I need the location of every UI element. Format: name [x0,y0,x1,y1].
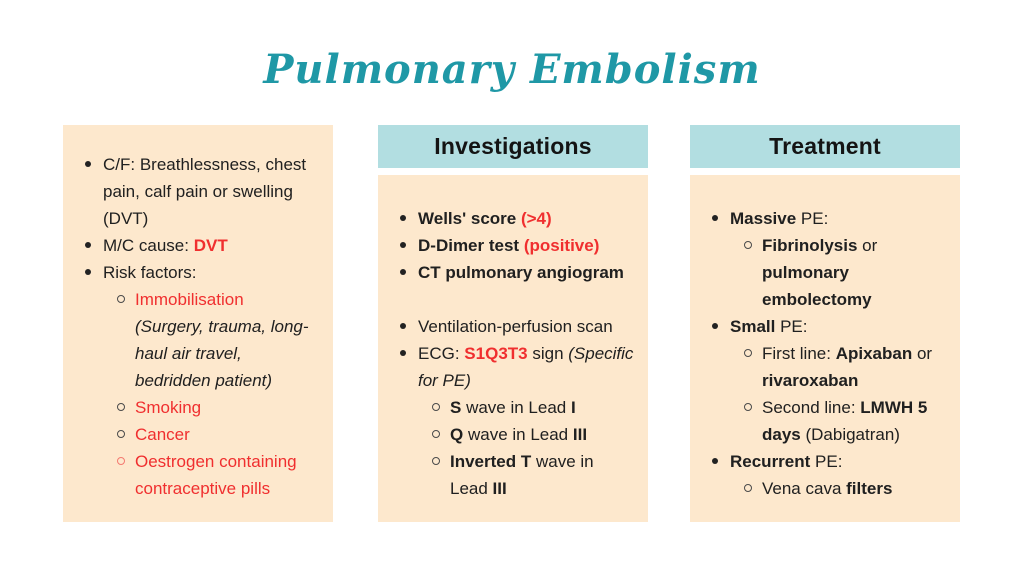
sub-list-item [378,394,648,421]
text-segment: Recurrent [730,452,811,471]
list-item-text [135,421,321,448]
investigations-list [378,175,648,502]
circle-bullet-icon [432,403,450,411]
text-segment: CT pulmonary angiogram [418,263,624,282]
text-segment: S1Q3T3 [464,344,528,363]
text-segment: Second line: [762,398,861,417]
text-segment: PE: [796,209,829,228]
text-segment: I [570,398,576,417]
list-item-text [103,232,321,259]
disc-bullet-icon [400,269,418,275]
disc-bullet-icon [85,161,103,167]
disc-bullet-icon [712,458,730,464]
circle-bullet-icon [744,349,762,357]
text-segment: DVT [193,236,228,255]
list-item-text [418,232,636,259]
disc-bullet-icon [85,242,103,248]
text-segment: Inverted T [450,452,532,471]
list-item [378,232,648,259]
list-item [63,259,333,286]
text-segment: Apixaban [835,344,913,363]
sub-list-item [378,448,648,502]
disc-bullet-icon [400,242,418,248]
text-segment: wave in Lead [450,452,599,498]
list-item [690,205,960,232]
text-segment: PE: [775,317,808,336]
line-spacer [378,286,648,313]
text-segment: (>4) [520,209,552,228]
text-segment: Ventilation-perfusion scan [418,317,613,336]
list-item-text [730,205,948,232]
circle-bullet-icon [432,457,450,465]
sub-list-item [63,394,333,421]
text-segment: pulmonary embolectomy [762,263,872,309]
list-item-text [418,313,636,340]
circle-bullet-icon [744,241,762,249]
page-title: Pulmonary Embolism [263,46,761,93]
disc-bullet-icon [712,323,730,329]
investigations-panel [378,175,648,522]
text-segment: Wells' score [418,209,521,228]
circle-bullet-icon [744,484,762,492]
circle-bullet-icon [117,457,135,465]
sub-list-item [690,232,960,313]
list-item-text [103,151,321,232]
circle-bullet-icon [432,430,450,438]
treatment-panel [690,175,960,522]
list-item-text [135,448,321,502]
disc-bullet-icon [400,215,418,221]
list-item [63,151,333,232]
list-item [378,205,648,232]
text-segment: or [857,236,882,255]
sub-list-item [690,340,960,394]
investigations-header [378,125,648,168]
text-segment: wave in Lead [463,425,573,444]
sub-list-item [378,421,648,448]
sub-list-item [63,448,333,502]
list-item [378,340,648,394]
disc-bullet-icon [400,350,418,356]
text-segment: First line: [762,344,836,363]
text-segment: Small [730,317,776,336]
list-item-text [730,313,948,340]
treatment-header-label: Treatment [769,133,881,159]
list-item-text [450,394,636,421]
disc-bullet-icon [400,323,418,329]
clinical-features-list [63,125,333,502]
text-segment: Q [450,425,464,444]
text-segment: Immobilisation [135,290,244,309]
circle-bullet-icon [117,403,135,411]
text-segment: wave in Lead [461,398,571,417]
text-segment: M/C cause: [103,236,194,255]
text-segment: sign [527,344,569,363]
text-segment: rivaroxaban [762,371,859,390]
text-segment: Fibrinolysis [762,236,858,255]
text-segment: (Surgery, trauma, long-haul air travel, bedridden patient) [135,317,309,390]
sub-list-item [63,421,333,448]
text-segment: Oestrogen containing contraceptive pills [135,452,302,498]
circle-bullet-icon [744,403,762,411]
text-segment: D-Dimer test [418,236,524,255]
text-segment: LMWH 5 days [762,398,933,444]
circle-bullet-icon [117,295,135,303]
text-segment: (Specific for PE) [418,344,639,390]
list-item-text [418,259,636,286]
sub-list-item [690,394,960,448]
investigations-header-label: Investigations [434,133,592,159]
treatment-header [690,125,960,168]
list-item [378,259,648,286]
text-segment: (Dabigatran) [800,425,900,444]
treatment-list [690,175,960,502]
text-segment: (positive) [523,236,600,255]
list-item-text [730,448,948,475]
list-item-text [135,286,321,394]
text-segment: ECG: [418,344,465,363]
list-item [690,448,960,475]
list-item-text [418,205,636,232]
text-segment: C/F: Breathlessness, chest pain, calf pain or swelling (DVT) [103,155,311,228]
text-segment: III [572,425,588,444]
text-segment: Vena cava [762,479,847,498]
text-segment: III [492,479,507,498]
list-item [690,313,960,340]
list-item-text [762,340,948,394]
text-segment: Smoking [135,398,202,417]
list-item-text [450,448,636,502]
list-item-text [103,259,321,286]
list-item-text [762,475,948,502]
sub-list-item [690,475,960,502]
text-segment: Massive [730,209,797,228]
clinical-features-panel [63,125,333,522]
sub-list-item [63,286,333,394]
list-item [378,313,648,340]
circle-bullet-icon [117,430,135,438]
text-segment: filters [846,479,893,498]
disc-bullet-icon [85,269,103,275]
text-segment: S [450,398,462,417]
text-segment: PE: [810,452,843,471]
text-segment: Cancer [135,425,190,444]
list-item-text [762,232,948,313]
list-item-text [450,421,636,448]
text-segment: Risk factors: [103,263,197,282]
disc-bullet-icon [712,215,730,221]
list-item-text [418,340,639,394]
list-item-text [762,394,948,448]
list-item-text [135,394,321,421]
text-segment: or [912,344,937,363]
list-item [63,232,333,259]
